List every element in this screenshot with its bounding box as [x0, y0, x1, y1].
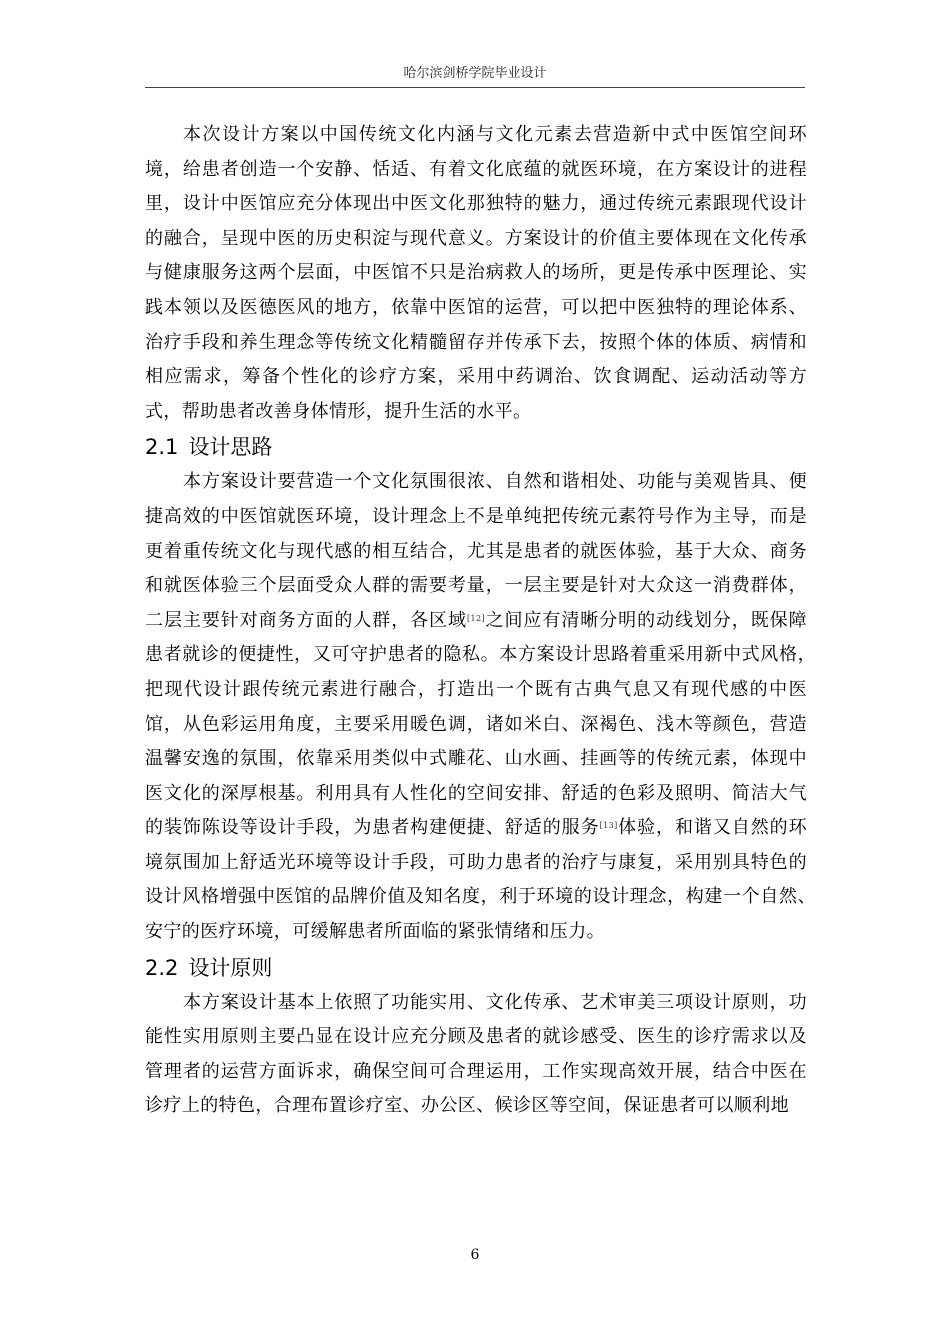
page-number: 6 [470, 1247, 480, 1263]
citation-ref: [12] [466, 613, 486, 623]
design-principle-paragraph: 本方案设计基本上依照了功能实用、文化传承、艺术审美三项设计原则，功 能性实用原则主要凸显在设计应充分顾及患者的就诊感受、医生的诊疗需求以及 管理者的运营方面诉求，确保空间可合理运用，工作实现高效开展，结合中医在 诊疗上的特色，合理布置诊疗室、办公区、候诊区等空间，保证患者可以顺利地 [145, 991, 826, 1117]
section-title: 设计原则 [188, 955, 273, 980]
page-header: 哈尔滨剑桥学院毕业设计 [403, 66, 547, 81]
paragraph-text: 体验，和谐又自然的环 境氛围加上舒适光环境等设计手段，可助力患者的治疗与康复，采用别具特色的 设计风格增强中医馆的品牌价值及知名度，利于环境的设计理念，构建一个自然、 安宁的医疗环境，可缓解患者所面临的紧张情绪和压力。 [145, 817, 826, 943]
header-divider [145, 87, 805, 88]
citation-ref: [13] [599, 821, 618, 831]
section-title: 设计思路 [188, 435, 273, 460]
section-heading-2-1 [145, 429, 807, 465]
paragraph-text: 之间应有清晰分明的动线划分，既保障患者就诊的便捷性，又可守护患者的隐私。本方案设计思路着重采用新中式风格， 把现代设计跟传统元素进行融合，打造出一个既有古典气息又有现代感的中医 馆，从色彩运用角度，主要采用暖色调，诸如米白、深褐色、浅木等颜色，营造 温馨安逸的氛围，依靠采用类似中式雕花、山水画、挂画等的传统元素，体现中 医文化的深厚根基。利用具有人性化的空间安排、舒适的色彩及照明、简洁大气 的装饰陈设等设计手段，为患者构建便捷、舒适的服务 [145, 609, 844, 839]
design-idea-paragraph [145, 465, 844, 949]
section-number: 2.1 [145, 435, 179, 460]
section-number: 2.2 [145, 955, 179, 980]
section-heading-2-2 [145, 950, 807, 986]
page-body [145, 118, 844, 1124]
intro-paragraph: 本次设计方案以中国传统文化内涵与文化元素去营造新中式中医馆空间环境，给患者创造一个安静、恬适、有着文化底蕴的就医环境，在方案设计的进程里，设计中医馆应充分体现出中医文化那独特的魅力，通过传统元素跟现代设计的融合，呈现中医的历史积淀与现代意义。方案设计的价值主要体现在文化传承与健康服务这两个层面，中医馆不只是治病救人的场所，更是传承中医理论、实践本领以及医德医风的地方，依靠中医馆的运营，可以把中医独特的理论体系、治疗手段和养生理念等传统文化精髓留存并传承下去，按照个体的体质、病情和相应需求，筹备个性化的诊疗方案，采用中药调治、饮食调配、运动活动等方式，帮助患者改善身体情形，提升生活的水平。 [145, 124, 807, 422]
paragraph-text: 本方案设计要营造一个文化氛围很浓、自然和谐相处、功能与美观皆具、便捷高效的中医馆就医环境，设计理念上不是单纯把传统元素符号作为主导，而是更着重传统文化与现代感的相互结合，尤其是患者的就医体验，基于大众、商务和就医体验三个层面受众人群的需要考量，一层主要是针对大众这一消费群体，二层主要针对商务方面的人群，各区域 [145, 471, 807, 631]
